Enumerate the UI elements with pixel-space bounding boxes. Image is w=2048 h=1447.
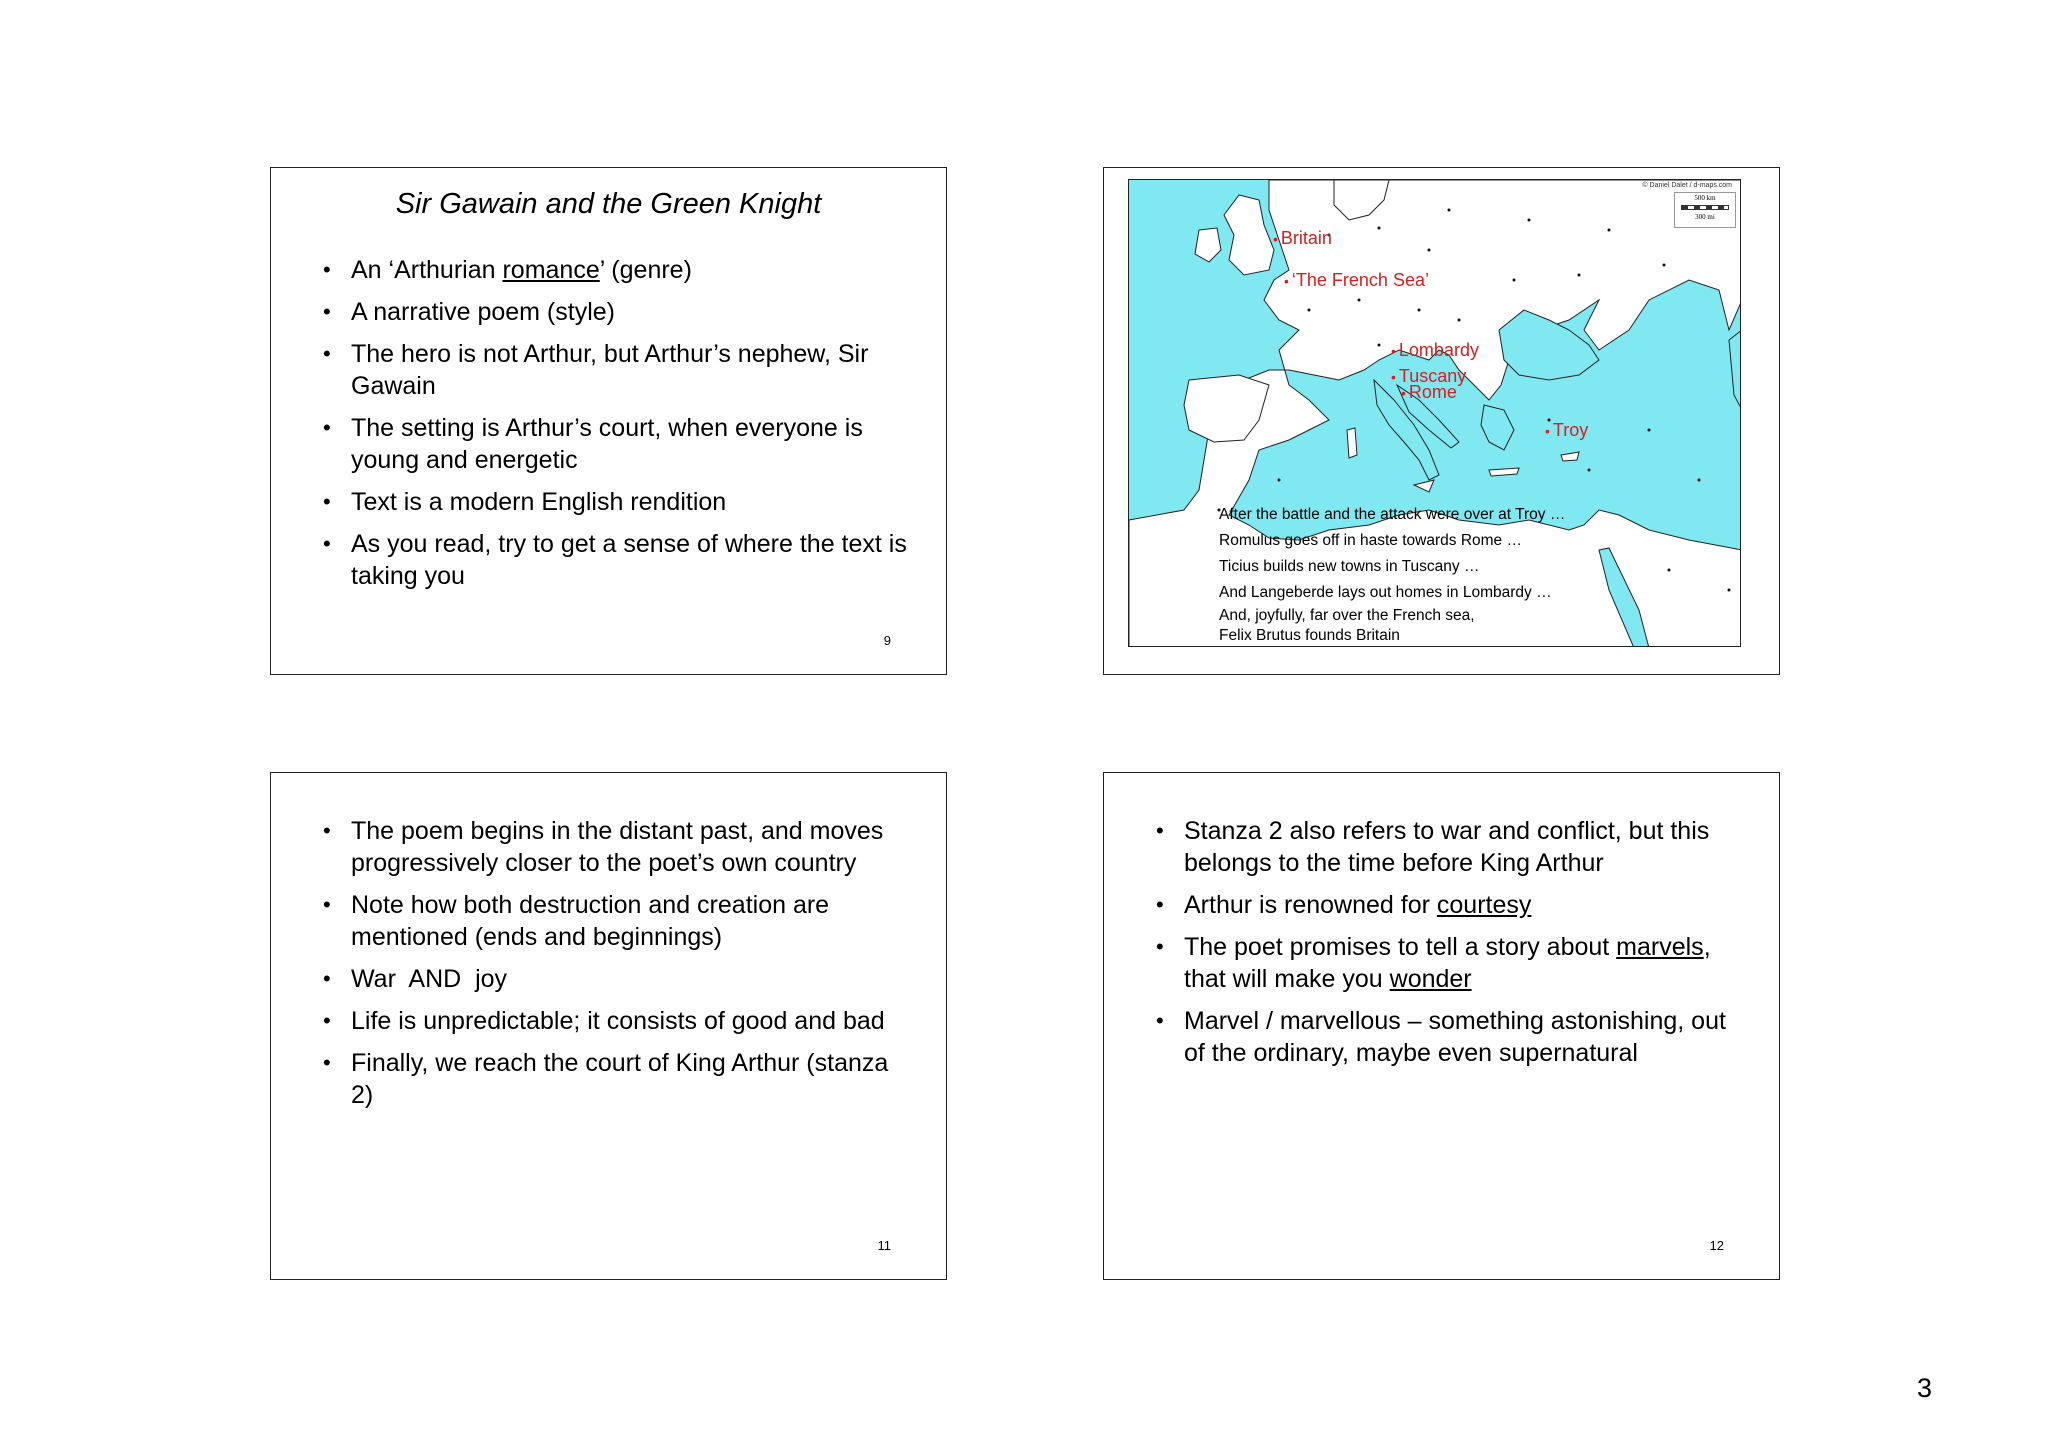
list-item: • Finally, we reach the court of King Arthur (stanza 2): [323, 1047, 916, 1111]
place-britain: • Britain: [1273, 228, 1332, 248]
scale-bar-graphic: [1681, 205, 1729, 210]
list-item: • As you read, try to get a sense of where the text is taking you: [323, 528, 916, 592]
list-item: • Text is a modern English rendition: [323, 486, 916, 518]
place-french-sea: • ‘The French Sea’: [1284, 270, 1429, 290]
map-caption: After the battle and the attack were over at Troy … Romulus goes off in haste towards Rome … Ticius builds new towns in Tuscany … And Langeberde lays out homes in Lombardy … And, joyfully, far over the French sea, Felix Brutus founds Britain: [1219, 506, 1566, 644]
list-item: • The poem begins in the distant past, and moves progressively closer to the poet’s own country: [323, 815, 916, 879]
page-number: 3: [1916, 1373, 1932, 1403]
slide-11: [270, 772, 947, 1280]
scale-km-label: 500 km: [1694, 194, 1716, 202]
place-rome: • Rome: [1401, 382, 1457, 402]
list-item: • A narrative poem (style): [323, 296, 916, 328]
list-item: • The hero is not Arthur, but Arthur’s nephew, Sir Gawain: [323, 338, 916, 402]
slide-title: Sir Gawain and the Green Knight: [395, 188, 822, 220]
slide-number: 9: [883, 633, 891, 648]
bullet-list: [1156, 815, 1749, 1079]
map-credit: © Daniel Dalet / d-maps.com: [1642, 182, 1732, 189]
scale-mi-label: 300 mi: [1695, 213, 1715, 221]
bullet-list: [323, 815, 916, 1121]
list-item: • Marvel / marvellous – something astonishing, out of the ordinary, maybe even supernatural: [1156, 1005, 1749, 1069]
list-item: • Stanza 2 also refers to war and conflict, but this belongs to the time before King Arthur: [1156, 815, 1749, 879]
bullet-list: [323, 254, 916, 602]
slide-12: [1103, 772, 1780, 1280]
list-item: • War AND joy: [323, 963, 916, 995]
place-tuscany: • Tuscany: [1391, 366, 1467, 386]
slide-10: [1103, 167, 1780, 675]
place-troy: • Troy: [1545, 420, 1589, 440]
slide-9: [270, 167, 947, 675]
europe-map: [1128, 179, 1741, 647]
list-item: • The poet promises to tell a story about marvels, that will make you wonder: [1156, 931, 1749, 995]
list-item: • An ‘Arthurian romance’ (genre): [323, 254, 916, 286]
scale-bar: [1674, 192, 1736, 228]
list-item: • Arthur is renowned for courtesy: [1156, 889, 1749, 921]
place-lombardy: • Lombardy: [1391, 340, 1479, 360]
list-item: • Life is unpredictable; it consists of good and bad: [323, 1005, 916, 1037]
list-item: • Note how both destruction and creation are mentioned (ends and beginnings): [323, 889, 916, 953]
list-item: • The setting is Arthur’s court, when everyone is young and energetic: [323, 412, 916, 476]
slide-number: 12: [1709, 1238, 1724, 1253]
slide-number: 11: [877, 1238, 891, 1253]
